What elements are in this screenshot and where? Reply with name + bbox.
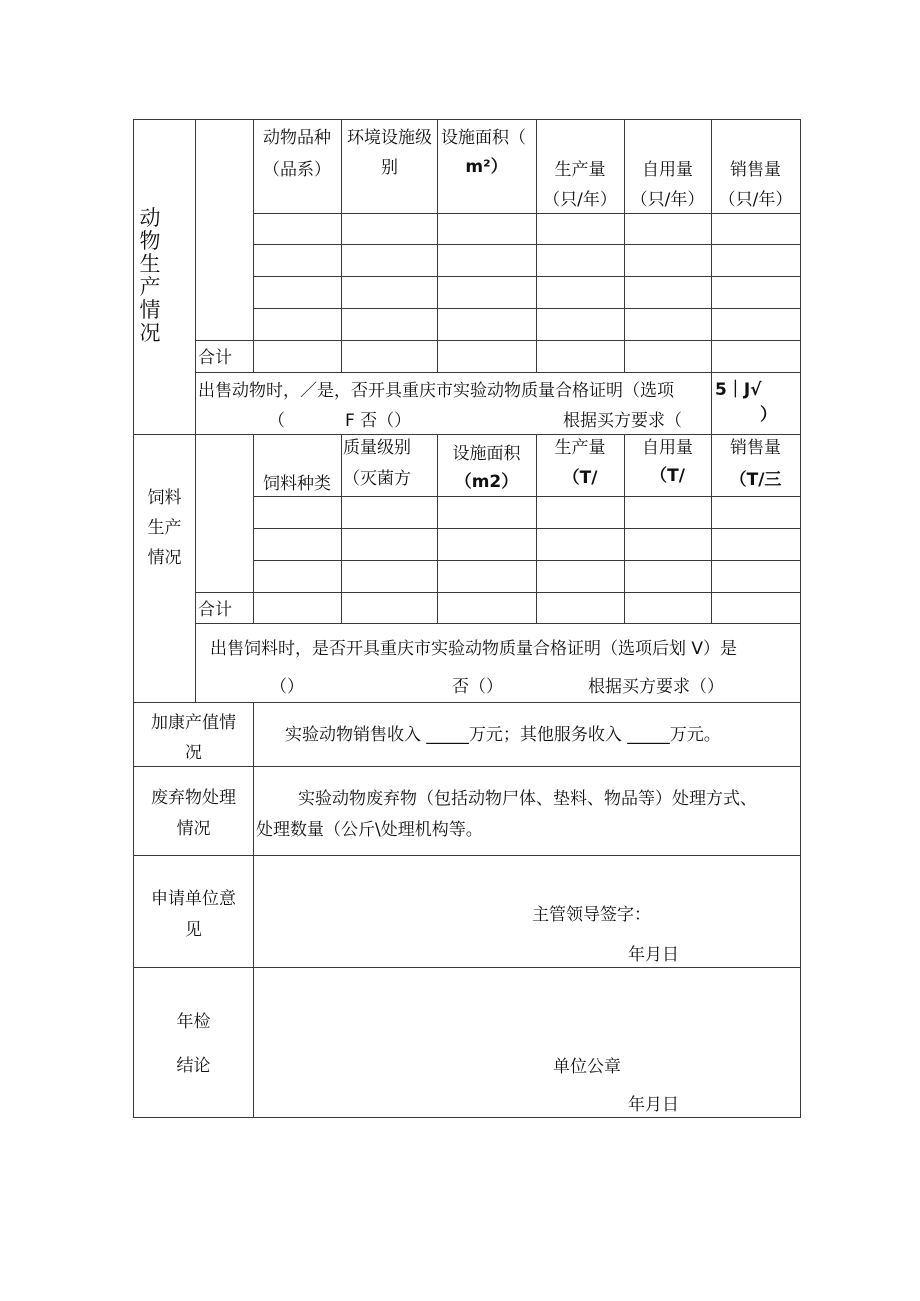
- waste-text: 实验动物废弃物（包括动物尸体、垫料、物品等）处理方式、: [298, 789, 757, 809]
- income-label-line2: 况: [185, 743, 202, 763]
- table-border-right: [800, 119, 801, 1118]
- animal-option-buyer: 根据买方要求（: [563, 411, 682, 431]
- title-char: 产: [139, 275, 161, 299]
- section-divider: [133, 766, 801, 767]
- opinion-label-line2: 见: [185, 920, 202, 940]
- animal-total-label: 合计: [198, 348, 232, 368]
- header-quality-sub: （灭菌方: [343, 469, 411, 489]
- waste-label-line2: 情况: [176, 819, 211, 839]
- annual-label-line2: 结论: [176, 1056, 211, 1076]
- section-divider: [133, 855, 801, 856]
- header-production: 生产量: [554, 160, 606, 180]
- feed-sale-question: 出售饲料时，是否开具重庆市实验动物质量合格证明（选项后划 V）是: [210, 639, 738, 659]
- title-line: 生产: [147, 518, 182, 538]
- row-divider: [253, 244, 801, 245]
- header-facility-level-sub: 别: [381, 158, 398, 178]
- header-sales-unit: （只/年）: [718, 190, 793, 210]
- col-divider: [195, 119, 196, 703]
- col-divider: [536, 119, 537, 373]
- row-divider: [253, 528, 801, 529]
- animal-option-yes: （: [268, 411, 285, 431]
- row-divider: [253, 496, 801, 497]
- col-divider: [253, 119, 254, 373]
- col-divider: [536, 434, 537, 624]
- waste-text-line2: 处理数量（公斤\处理机构等。: [256, 820, 483, 840]
- row-divider: [253, 308, 801, 309]
- header-self-use-unit: （只/年）: [630, 190, 705, 210]
- feed-section-title: [134, 483, 195, 573]
- animal-option-buyer-close: ）: [760, 405, 777, 425]
- title-line: 饲料: [147, 488, 182, 508]
- animal-section-title: [137, 207, 163, 345]
- row-divider: [253, 276, 801, 277]
- header-feed-production: 生产量: [554, 438, 606, 458]
- header-facility-level: 环境设施级: [347, 128, 432, 148]
- section-divider: [133, 434, 801, 435]
- title-char: 况: [139, 321, 161, 345]
- row-divider: [253, 213, 801, 214]
- row-divider: [253, 560, 801, 561]
- header-breed-sub: （品系）: [263, 160, 331, 180]
- title-char: 动: [139, 206, 161, 230]
- col-divider: [253, 434, 254, 624]
- header-breed: 动物品种: [263, 128, 331, 148]
- feed-option-buyer: 根据买方要求（）: [588, 677, 724, 697]
- annual-label: 年检: [176, 1012, 211, 1032]
- title-char: 情: [139, 298, 161, 322]
- section-divider: [133, 967, 801, 968]
- header-area-unit: m²）: [465, 157, 508, 177]
- animal-option-no: F 否（）: [345, 411, 412, 431]
- feed-option-yes: （）: [270, 677, 304, 697]
- title-char: 生: [139, 252, 161, 276]
- unit-seal-label: 单位公章: [553, 1057, 621, 1077]
- col-divider: [624, 119, 625, 373]
- header-quality: 质量级别: [343, 438, 411, 458]
- col-divider: [253, 702, 254, 1118]
- annual-date: 年月日: [628, 1095, 679, 1115]
- feed-option-no: 否（）: [452, 677, 503, 697]
- header-feed-self-use-unit: （T/: [650, 466, 685, 486]
- leader-signature-label: 主管领导签字：: [532, 905, 651, 925]
- animal-sale-question: 出售动物时，／是，否开具重庆市实验动物质量合格证明（选项: [198, 381, 674, 401]
- section-divider: [133, 702, 801, 703]
- header-feed-sales: 销售量: [730, 438, 781, 458]
- table-border-bottom: [133, 1117, 801, 1118]
- col-divider: [711, 434, 712, 624]
- header-area: 设施面积（: [441, 128, 526, 148]
- header-sales: 销售量: [730, 160, 781, 180]
- header-feed-production-unit: （T/: [562, 468, 598, 488]
- feed-total-label: 合计: [198, 600, 232, 620]
- income-text: 实验动物销售收入 _____万元；其他服务收入 _____万元。: [285, 725, 721, 745]
- col-divider: [624, 434, 625, 624]
- title-line: 情况: [147, 548, 182, 568]
- col-divider: [341, 434, 342, 624]
- header-feed-area-unit: （m2）: [454, 472, 519, 492]
- header-feed-area: 设施面积: [452, 444, 521, 464]
- animal-sale-question-tail: 5｜J√: [715, 380, 762, 400]
- header-self-use: 自用量: [642, 160, 693, 180]
- opinion-label: 申请单位意: [151, 889, 236, 909]
- waste-label: 废弃物处理: [151, 788, 236, 808]
- header-feed-type: 饲料种类: [263, 474, 331, 494]
- table-border-left: [133, 119, 134, 1118]
- header-production-unit: （只/年）: [543, 190, 617, 210]
- opinion-date: 年月日: [628, 945, 679, 965]
- header-feed-sales-unit: （T/三: [729, 470, 782, 490]
- title-char: 物: [139, 229, 161, 253]
- header-feed-self-use: 自用量: [642, 438, 693, 458]
- table-border-top: [133, 119, 801, 120]
- income-label: 加康产值情: [151, 713, 236, 733]
